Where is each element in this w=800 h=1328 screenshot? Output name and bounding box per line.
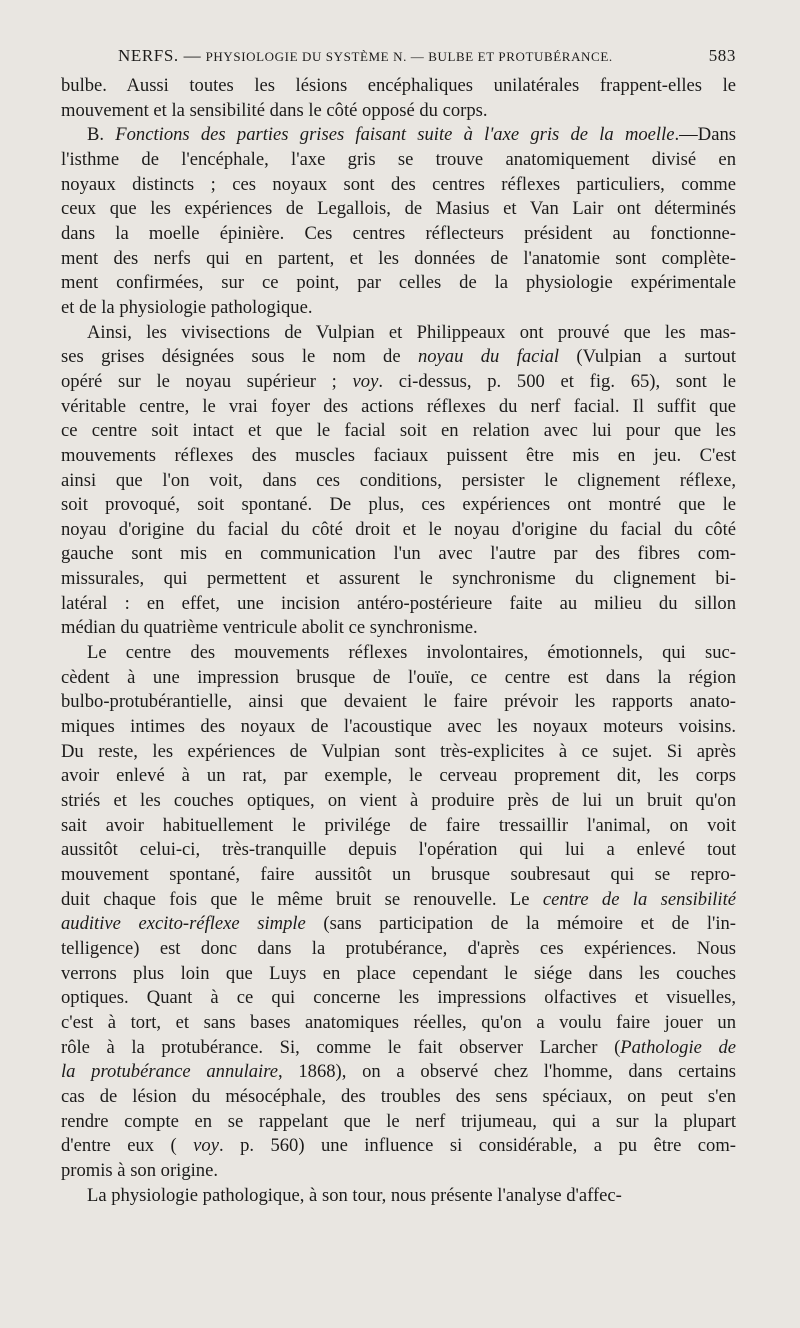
- text-line: [61, 888, 736, 913]
- text-span: noyau d'origine du facial du côté droit et le noyau d'origine du facial du côté: [61, 518, 736, 540]
- text-line: [61, 296, 736, 321]
- text-line: [61, 1184, 736, 1209]
- text-span: , 1868), on a observé chez l'homme, dans certains: [278, 1061, 736, 1083]
- text-line: [61, 789, 736, 814]
- text-span: (Vulpian a surtout: [559, 346, 736, 368]
- italic-text: centre de la sensibilité: [542, 888, 736, 910]
- text-span: verrons plus loin que Luys en place cependant le siége dans les couches: [61, 962, 736, 984]
- text-line: [61, 1011, 736, 1036]
- text-line: [61, 173, 736, 198]
- text-span: soit provoqué, soit spontané. De plus, ces expériences ont montré que le: [61, 494, 736, 516]
- text-line: [61, 1060, 736, 1085]
- text-line: [61, 197, 736, 222]
- text-line: [61, 99, 736, 124]
- text-line: [61, 715, 736, 740]
- header-title: [118, 46, 613, 66]
- text-span: latéral : en effet, une incision antéro-postérieure faite au milieu du sillon: [61, 592, 736, 614]
- text-span: mouvements réflexes des muscles faciaux puissent être mis en jeu. C'est: [61, 444, 736, 466]
- text-line: [61, 1085, 736, 1110]
- text-span: .—Dans: [674, 124, 736, 146]
- text-span: ainsi que l'on voit, dans ces conditions, persister le clignement réflexe,: [61, 469, 736, 491]
- text-span: Le centre des mouvements réflexes involontaires, émotionnels, qui suc-: [87, 642, 736, 664]
- text-line: [61, 641, 736, 666]
- text-line: [61, 370, 736, 395]
- text-span: striés et les couches optiques, on vient à produire près de lui un bruit qu'on: [61, 790, 736, 812]
- text-line: [61, 912, 736, 937]
- text-span: bulbe. Aussi toutes les lésions encéphaliques unilatérales frappent-elles le: [61, 75, 736, 96]
- text-span: mouvement et la sensibilité dans le côté opposé du corps.: [61, 99, 488, 121]
- text-line: [61, 592, 736, 617]
- italic-text: Pathologie de: [620, 1036, 736, 1058]
- text-line: [61, 1110, 736, 1135]
- text-span: . p. 560) une influence si considérable, a pu être com-: [218, 1135, 736, 1157]
- text-span: sait avoir habituellement le privilége de faire tressaillir l'animal, on voit: [61, 814, 736, 836]
- text-span: rendre compte en se rappelant que le nerf trijumeau, qui a sur la plupart: [61, 1110, 736, 1132]
- text-span: rôle à la protubérance. Si, comme le fait observer Larcher (: [61, 1036, 621, 1058]
- header-subtitle: PHYSIOLOGIE DU SYSTÈME N. — BULBE ET PROTUBÉRANCE.: [205, 49, 613, 64]
- text-span: gauche sont mis en communication l'un avec l'autre par des fibres com-: [61, 543, 736, 565]
- text-span: . ci-dessus, p. 500 et fig. 65), sont le: [378, 370, 736, 392]
- text-line: [61, 863, 736, 888]
- text-line: [61, 123, 736, 148]
- italic-text: noyau du facial: [417, 346, 560, 368]
- text-span: Ainsi, les vivisections de Vulpian et Philippeaux ont prouvé que les mas-: [87, 321, 736, 343]
- text-span: mouvement spontané, faire aussitôt un brusque soubresaut qui se repro-: [61, 864, 736, 885]
- text-span: ment confirmées, sur ce point, par celles de la physiologie expérimentale: [61, 272, 736, 294]
- text-span: B.: [87, 124, 116, 146]
- text-span: cèdent à une impression brusque de l'ouïe, ce centre est dans la région: [61, 666, 736, 688]
- text-line: [61, 469, 736, 494]
- text-line: [61, 567, 736, 592]
- text-line: [61, 1036, 736, 1061]
- italic-text: auditive excito-réflexe simple: [61, 913, 306, 935]
- text-line: [61, 148, 736, 173]
- text-line: [61, 518, 736, 543]
- text-line: [61, 814, 736, 839]
- text-span: ce centre soit intact et que le facial soit en relation avec lui pour que les: [61, 420, 736, 442]
- text-span: noyaux distincts ; ces noyaux sont des centres réflexes particuliers, comme: [61, 173, 736, 195]
- text-line: [61, 690, 736, 715]
- text-span: miques intimes des noyaux de l'acoustique avec les noyaux moteurs voisins.: [61, 716, 736, 738]
- text-line: [61, 395, 736, 420]
- text-line: [61, 74, 736, 99]
- text-span: d'entre eux (: [61, 1135, 194, 1157]
- text-span: optiques. Quant à ce qui concerne les impressions olfactives et visuelles,: [61, 987, 736, 1009]
- italic-text: voy: [193, 1135, 219, 1157]
- text-span: bulbo-protubérantielle, ainsi que devaient le faire prévoir les rapports anato-: [61, 691, 736, 713]
- text-line: [61, 740, 736, 765]
- text-line: [61, 764, 736, 789]
- text-line: [61, 666, 736, 691]
- text-line: [61, 986, 736, 1011]
- text-span: duit chaque fois que le même bruit se renouvelle. Le: [61, 888, 543, 910]
- text-span: cas de lésion du mésocéphale, des troubles des sens spéciaux, on peut s'en: [61, 1085, 736, 1107]
- text-span: aussitôt celui-ci, très-tranquille depuis l'opération qui lui a enlevé tout: [61, 839, 736, 861]
- text-span: dans la moelle épinière. Ces centres réflecteurs président au fonctionne-: [61, 222, 736, 244]
- italic-text: la protubérance annulaire: [61, 1061, 278, 1083]
- text-span: véritable centre, le vrai foyer des actions réflexes du nerf facial. Il suffit que: [61, 395, 736, 417]
- text-line: [61, 1134, 736, 1159]
- text-span: ses grises désignées sous le nom de: [61, 346, 418, 368]
- text-span: médian du quatrième ventricule abolit ce synchronisme.: [61, 617, 478, 639]
- text-span: opéré sur le noyau supérieur ;: [61, 370, 353, 392]
- italic-text: voy: [352, 370, 379, 392]
- text-span: et de la physiologie pathologique.: [61, 296, 313, 318]
- text-line: [61, 271, 736, 296]
- text-span: l'isthme de l'encéphale, l'axe gris se trouve anatomiquement divisé en: [61, 148, 736, 170]
- text-span: promis à son origine.: [61, 1159, 218, 1181]
- italic-text: Fonctions des parties grises faisant suite à l'axe gris de la moelle: [115, 124, 675, 146]
- page-number: 583: [708, 46, 736, 65]
- text-line: [61, 838, 736, 863]
- text-span: avoir enlevé à un rat, par exemple, le cerveau proprement dit, les corps: [61, 765, 736, 787]
- text-line: [61, 616, 736, 641]
- text-line: [61, 247, 736, 272]
- text-span: ment des nerfs qui en partent, et les données de l'anatomie sont complète-: [61, 247, 736, 269]
- text-line: [61, 321, 736, 346]
- header-section: NERFS. —: [118, 46, 202, 65]
- body-text: [61, 74, 736, 1208]
- text-line: [61, 962, 736, 987]
- running-header: [118, 46, 736, 66]
- text-line: [61, 345, 736, 370]
- text-line: [61, 542, 736, 567]
- text-span: telligence) est donc dans la protubérance, d'après ces expériences. Nous: [61, 937, 736, 959]
- text-span: La physiologie pathologique, à son tour, nous présente l'analyse d'affec-: [87, 1184, 622, 1206]
- text-line: [61, 419, 736, 444]
- text-span: missurales, qui permettent et assurent le synchronisme du clignement bi-: [61, 568, 736, 590]
- text-span: c'est à tort, et sans bases anatomiques réelles, qu'on a voulu faire jouer un: [61, 1011, 736, 1033]
- text-line: [61, 493, 736, 518]
- text-span: Du reste, les expériences de Vulpian sont très-explicites à ce sujet. Si après: [61, 740, 736, 762]
- text-span: ceux que les expériences de Legallois, de Masius et Van Lair ont déterminés: [61, 198, 736, 220]
- text-line: [61, 444, 736, 469]
- text-line: [61, 1159, 736, 1184]
- text-line: [61, 222, 736, 247]
- text-line: [61, 937, 736, 962]
- text-span: (sans participation de la mémoire et de l'in-: [305, 913, 736, 935]
